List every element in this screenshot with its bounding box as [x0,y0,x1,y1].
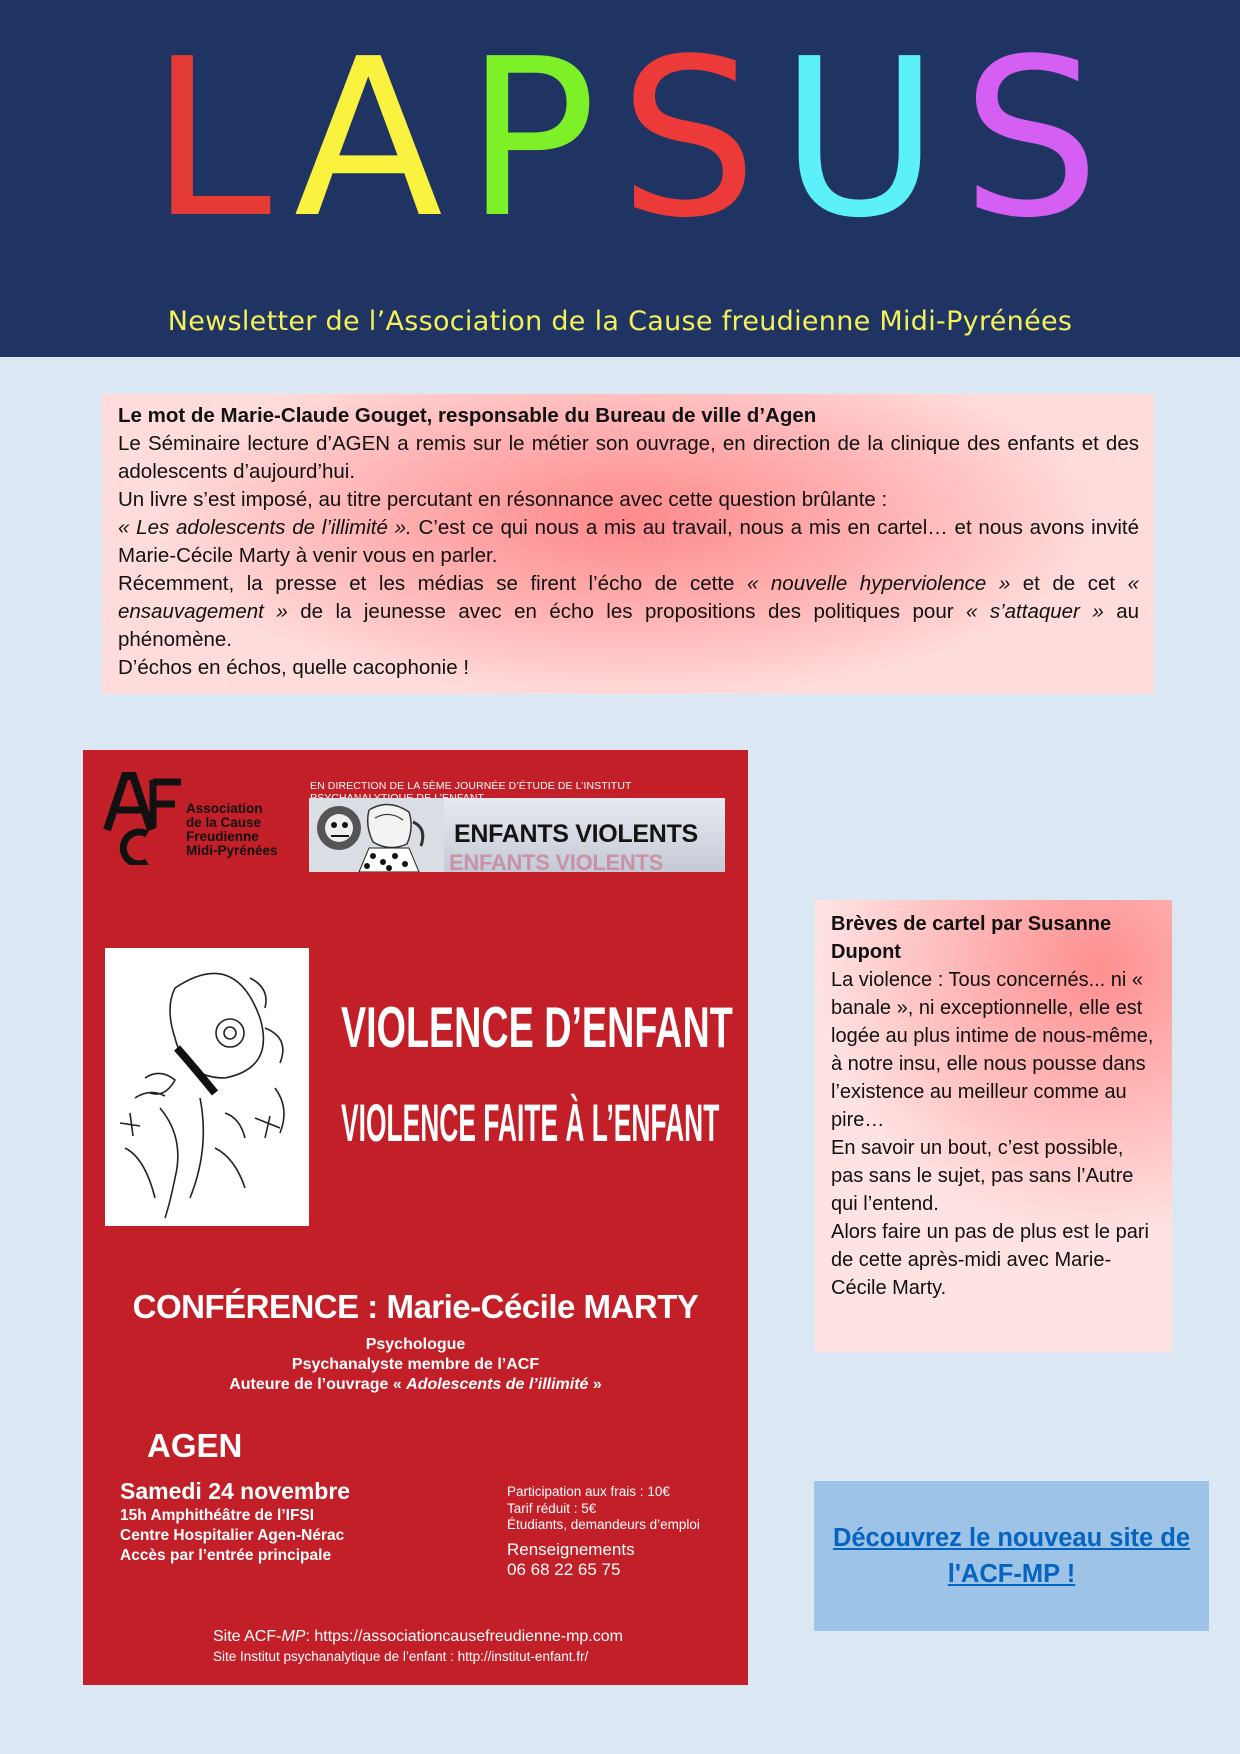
price-line: Participation aux frais : 10€ [507,1484,670,1499]
role-book-prefix: Auteure de l’ouvrage « [229,1376,407,1393]
header-banner [0,0,1240,357]
mot-paragraph-2: Un livre s’est imposé, au titre percutant en résonnance avec cette question brûlante : [118,488,888,511]
site-acf-prefix: Site ACF- [213,1628,282,1645]
venue-line: 15h Amphithéâtre de l’IFSI [120,1507,315,1524]
breves-paragraph-2: à notre insu, elle nous pousse dans l’existence au meilleur comme au pire… [831,1053,1146,1131]
price-line: Tarif réduit : 5€ [507,1500,597,1516]
event-date: Samedi 24 novembre [120,1478,351,1504]
banner-title: ENFANTS VIOLENTS [454,820,698,848]
mot-p4-text-b: et de cet [1010,572,1128,595]
role-book-title: Adolescents de l’illimité [406,1376,589,1393]
event-contact [507,1540,635,1580]
contact-phone: 06 68 22 65 75 [507,1560,621,1579]
mot-paragraph-3-text: C’est ce qui nous a mis au travail, nous a mis en cartel… et nous avons invité Marie-Cécile Marty à venir vous en parler. [118,516,1140,567]
mot-p4-text-a: Récemment, la presse et les médias se firent l’écho de cette [118,572,747,595]
logo-letter-s2: S [961,13,1100,266]
acf-logo-line: Midi-Pyrénées [186,843,278,858]
mot-p4-quote-c: « s’attaquer » [966,600,1104,623]
site-acf-url: : https://associationcausefreudienne-mp.com [305,1628,623,1645]
logo-letter-p: P [465,13,597,266]
conference-poster [83,750,748,1685]
poster-sites [213,1627,623,1667]
child-drawing-sketch [105,948,309,1226]
big-title-line-2: VIOLENCE FAITE À L’ENFANT [341,1092,720,1153]
mot-box [102,394,1154,694]
contact-label: Renseignements [507,1540,635,1559]
acf-logo-line: Freudienne [186,829,259,844]
mot-paragraph-3 [118,514,1139,570]
site-acf-mp: MP [281,1628,306,1645]
speaker-role: Psychanalyste membre de l’ACF [291,1356,540,1373]
breves-paragraph-4: Alors faire un pas de plus est le pari de cette après-midi avec Marie-Cécile Marty. [831,1221,1149,1299]
mot-paragraph-5: D’échos en échos, quelle cacophonie ! [118,656,470,679]
acf-logo-mark [103,770,188,865]
speaker-role-book [83,1375,748,1395]
poster-big-title [341,972,741,1187]
mot-book-title: « Les adolescents de l’illimité ». [118,516,412,539]
mot-p4-text-c: de la jeunesse avec en écho les propositions des politiques pour [287,600,966,623]
conference-title: CONFÉRENCE : Marie-Cécile MARTY [132,1288,699,1325]
mot-title: Le mot de Marie-Claude Gouget, responsable du Bureau de ville d’Agen [118,404,817,427]
logo-letter-a: A [293,13,443,266]
breves-paragraph-3: En savoir un bout, c’est possible, pas sans le sujet, pas sans l’Autre qui l’entend. [831,1137,1134,1215]
logo-letter-u: U [779,13,940,266]
acf-logo-line: de la Cause [186,815,262,830]
breves-box [815,900,1172,1352]
venue-line: Centre Hospitalier Agen-Nérac [120,1527,345,1544]
child-drawing [105,948,309,1226]
enfants-violents-banner [309,798,725,875]
newsletter-subtitle: Newsletter de l’Association de la Cause freudienne Midi-Pyrénées [167,306,1073,337]
venue-line: Accès par l’entrée principale [120,1547,332,1564]
price-line: Étudiants, demandeurs d’emploi [507,1517,700,1532]
new-site-box [814,1481,1209,1631]
lapsus-logo [150,13,1100,266]
big-title-line-1: VIOLENCE D’ENFANT [341,996,733,1061]
acf-logo [103,770,278,865]
mot-p4-quote-a: « nouvelle hyperviolence » [746,572,1011,595]
poster-direction-line: EN DIRECTION DE LA 5ÈME JOURNÉE D’ÉTUDE DE L’INSTITUT [310,780,632,792]
event-prices [507,1484,700,1534]
new-site-link[interactable]: Découvrez le nouveau site de l'ACF-MP ! [832,1524,1191,1588]
banner-title-reflection: ENFANTS VIOLENTS [449,850,663,875]
site-institut-line: Site Institut psychanalytique de l’enfant : http://institut-enfant.fr/ [213,1649,589,1664]
mot-paragraph-4 [118,570,1139,654]
acf-logo-line: Association [186,801,263,816]
mot-p4-text-d: au phénomène. [118,600,1140,651]
speaker-role: Psychologue [365,1336,466,1353]
acf-logo-name [186,802,296,858]
role-book-suffix: » [588,1376,602,1393]
breves-paragraph-1: La violence : Tous concernés... ni « banale », ni exceptionnelle, elle est logée au plus intime de nous-même, [831,969,1154,1047]
poster-big-title-svg [341,972,741,1182]
event-city: AGEN [147,1427,243,1464]
speaker-roles [83,1335,748,1395]
mot-p4-quote-b: « ensauvagement » [118,572,1140,623]
site-acf-line [213,1627,623,1647]
mot-paragraph-1: Le Séminaire lecture d’AGEN a remis sur le métier son ouvrage, en direction de la clinique des enfants et des adolescents d’aujourd’hui. [118,432,1139,483]
girl-illustration [309,798,444,872]
logo-letter-l: L [150,13,272,266]
breves-title: Brèves de cartel par Susanne Dupont [831,913,1112,963]
event-venue [120,1506,344,1566]
logo-letter-s: S [619,13,758,266]
